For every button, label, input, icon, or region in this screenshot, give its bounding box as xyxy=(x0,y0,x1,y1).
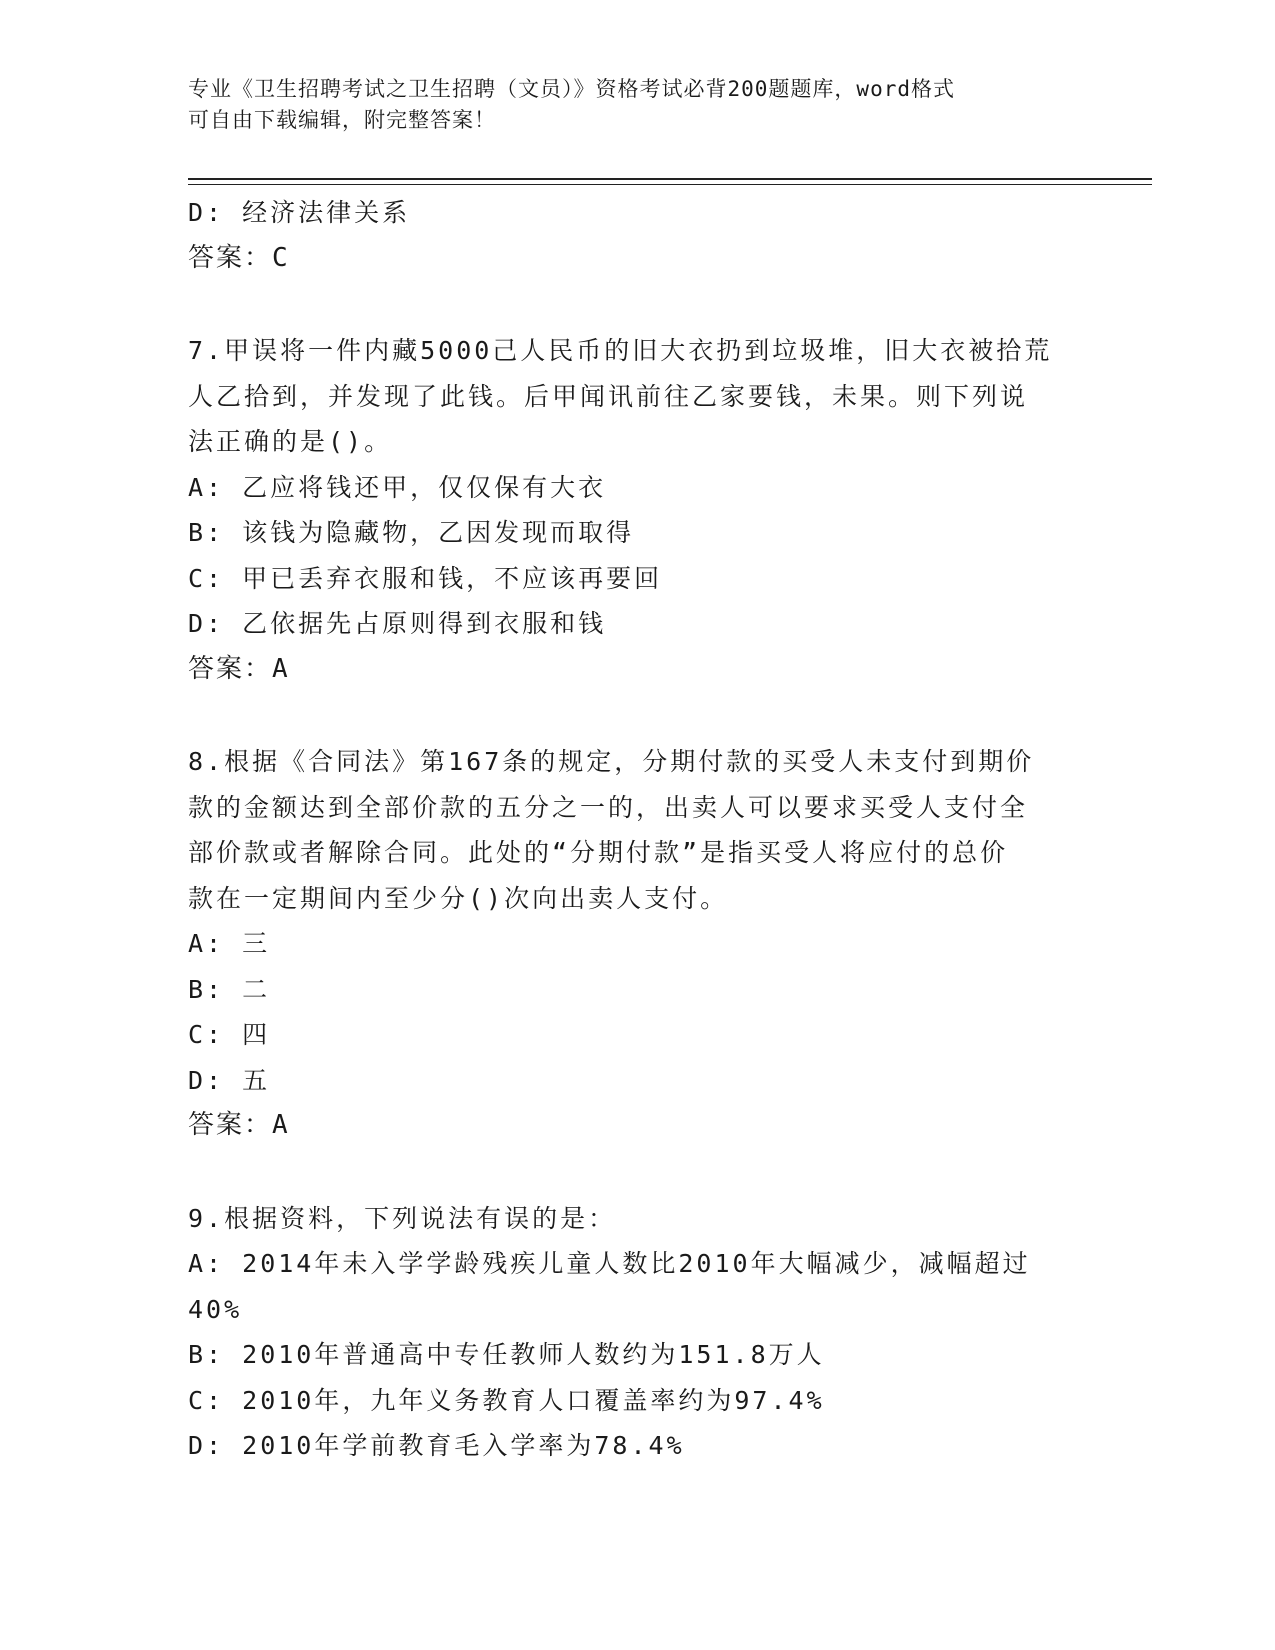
q7-option-a: A: 乙应将钱还甲，仅仅保有大衣 xyxy=(188,472,607,502)
q8-option-b: B: 二 xyxy=(188,974,271,1004)
q8-stem-line-2: 款的金额达到全部价款的五分之一的，出卖人可以要求买受人支付全 xyxy=(188,792,1029,822)
q8-answer: 答案：A xyxy=(188,1110,290,1140)
header-rule-thin xyxy=(188,184,1152,185)
q8-stem-line-4: 款在一定期间内至少分()次向出卖人支付。 xyxy=(188,883,729,913)
q9-option-b: B: 2010年普通高中专任教师人数约为151.8万人 xyxy=(188,1340,825,1369)
question-content xyxy=(188,190,1088,1469)
q7-option-c: C: 甲已丢弃衣服和钱，不应该再要回 xyxy=(188,563,663,593)
header-title-line-2: 可自由下载编辑，附完整答案！ xyxy=(188,108,496,132)
q9-option-d: D: 2010年学前教育毛入学率为78.4% xyxy=(188,1431,685,1460)
q7-stem-line-3: 法正确的是()。 xyxy=(188,427,393,456)
spacer xyxy=(188,692,1088,739)
q8-option-c: C: 四 xyxy=(188,1020,271,1049)
q9-stem-line-1: 9.根据资料，下列说法有误的是： xyxy=(188,1203,617,1233)
header-title-line-1: 专业《卫生招聘考试之卫生招聘（文员）》资格考试必背200题题库，word格式 xyxy=(188,77,955,101)
spacer xyxy=(188,1149,1088,1196)
page-header xyxy=(188,74,1088,136)
q9-option-a-line-1: A: 2014年未入学学龄残疾儿童人数比2010年大幅减少，减幅超过 xyxy=(188,1249,1031,1278)
q6-answer: 答案：C xyxy=(188,242,290,273)
q7-answer: 答案：A xyxy=(188,653,290,684)
spacer xyxy=(188,281,1088,328)
q7-option-b: B: 该钱为隐藏物，乙因发现而取得 xyxy=(188,518,635,547)
q8-stem-line-3: 部价款或者解除合同。此处的“分期付款”是指买受人将应付的总价 xyxy=(188,838,1009,867)
q7-stem-line-1: 7.甲误将一件内藏5000己人民币的旧大衣扔到垃圾堆，旧大衣被拾荒 xyxy=(188,336,1053,365)
q7-stem-line-2: 人乙拾到，并发现了此钱。后甲闻讯前往乙家要钱，未果。则下列说 xyxy=(188,381,1029,411)
q8-stem-line-1: 8.根据《合同法》第167条的规定，分期付款的买受人未支付到期价 xyxy=(188,747,1035,776)
header-rule-thick xyxy=(188,178,1152,180)
q6-option-d: D: 经济法律关系 xyxy=(188,198,411,227)
q9-option-a-line-2: 40% xyxy=(188,1294,243,1324)
q8-option-d: D: 五 xyxy=(188,1065,271,1095)
q9-option-c: C: 2010年，九年义务教育人口覆盖率约为97.4% xyxy=(188,1385,825,1415)
q7-option-d: D: 乙依据先占原则得到衣服和钱 xyxy=(188,609,607,638)
q8-option-a: A: 三 xyxy=(188,929,271,958)
